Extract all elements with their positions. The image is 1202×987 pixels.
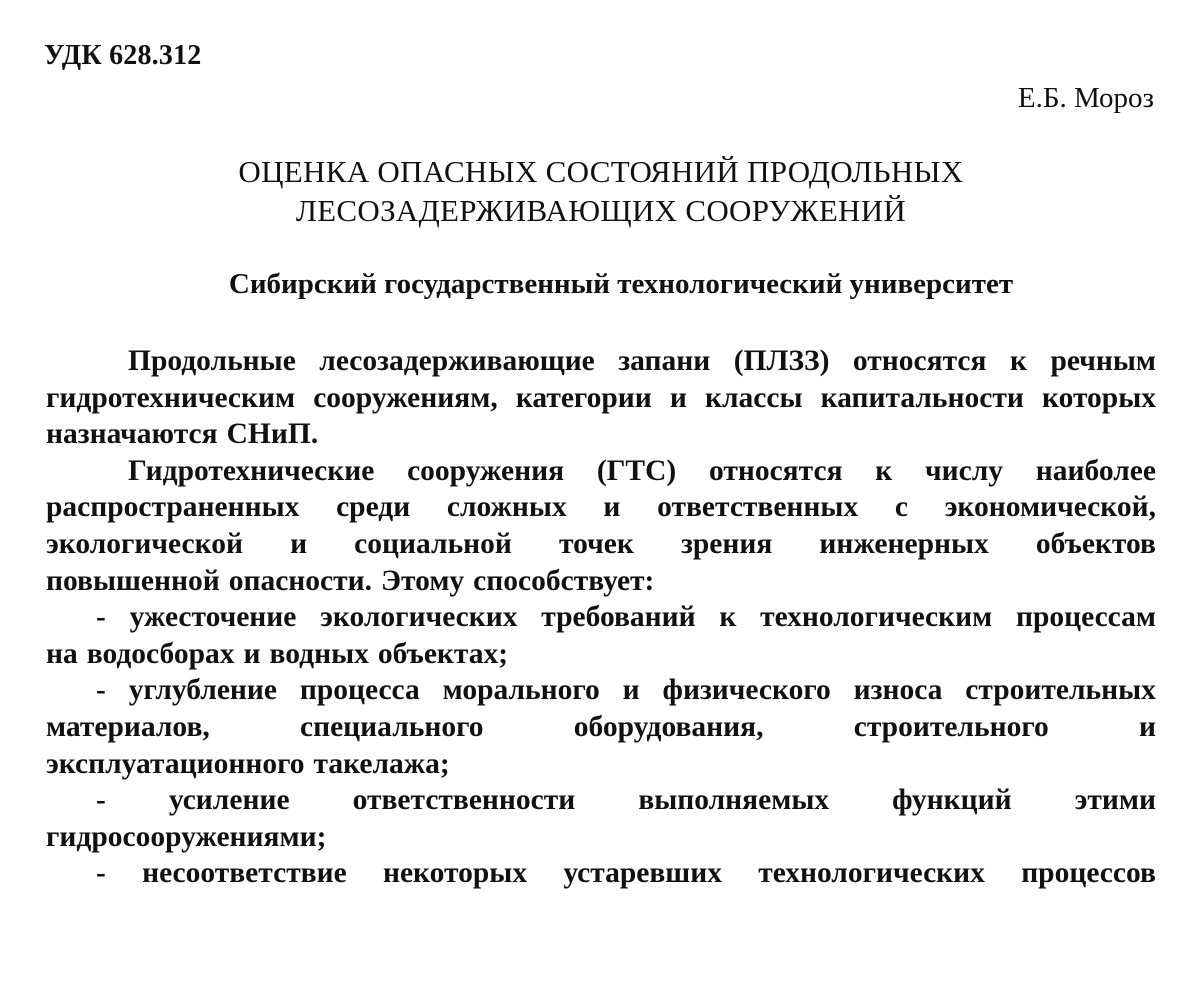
body-line: - усиление ответственности выполняемых функций этими	[96, 784, 1156, 817]
title-line-2: ЛЕСОЗАДЕРЖИВАЮЩИХ СООРУЖЕНИЙ	[295, 193, 907, 228]
body-line: - углубление процесса морального и физического износа строительных	[96, 674, 1156, 707]
body-text	[46, 343, 1156, 892]
body-line: эксплуатационного такелажа;	[46, 747, 450, 780]
paper-title	[0, 152, 1202, 230]
body-line: назначаются СНиП.	[46, 418, 319, 451]
body-line: материалов, специального оборудования, строительного и	[46, 710, 1156, 743]
affiliation: Сибирский государственный технологический университет	[228, 268, 1014, 300]
body-line: распространенных среди сложных и ответственных с экономической,	[46, 491, 1156, 524]
body-line: гидросооружениями;	[46, 820, 327, 853]
body-line: - несоответствие некоторых устаревших технологических процессов	[96, 857, 1156, 890]
body-line: повышенной опасности. Этому способствует:	[46, 564, 655, 597]
body-line: - ужесточение экологических требований к технологическим процессам	[96, 601, 1156, 634]
body-line: гидротехническим сооружениям, категории и классы капитальности которых	[46, 381, 1156, 414]
title-line-1: ОЦЕНКА ОПАСНЫХ СОСТОЯНИЙ ПРОДОЛЬНЫХ	[238, 154, 964, 189]
body-line: Продольные лесозадерживающие запани (ПЛЗЗ) относятся к речным	[128, 345, 1156, 377]
body-line: на водосборах и водных объектах;	[46, 637, 509, 670]
udk-code: УДК 628.312	[44, 40, 202, 71]
body-line: экологической и социальной точек зрения инженерных объектов	[46, 527, 1156, 560]
author-name: Е.Б. Мороз	[1017, 82, 1154, 114]
body-line: Гидротехнические сооружения (ГТС) относятся к числу наиболее	[128, 454, 1156, 487]
